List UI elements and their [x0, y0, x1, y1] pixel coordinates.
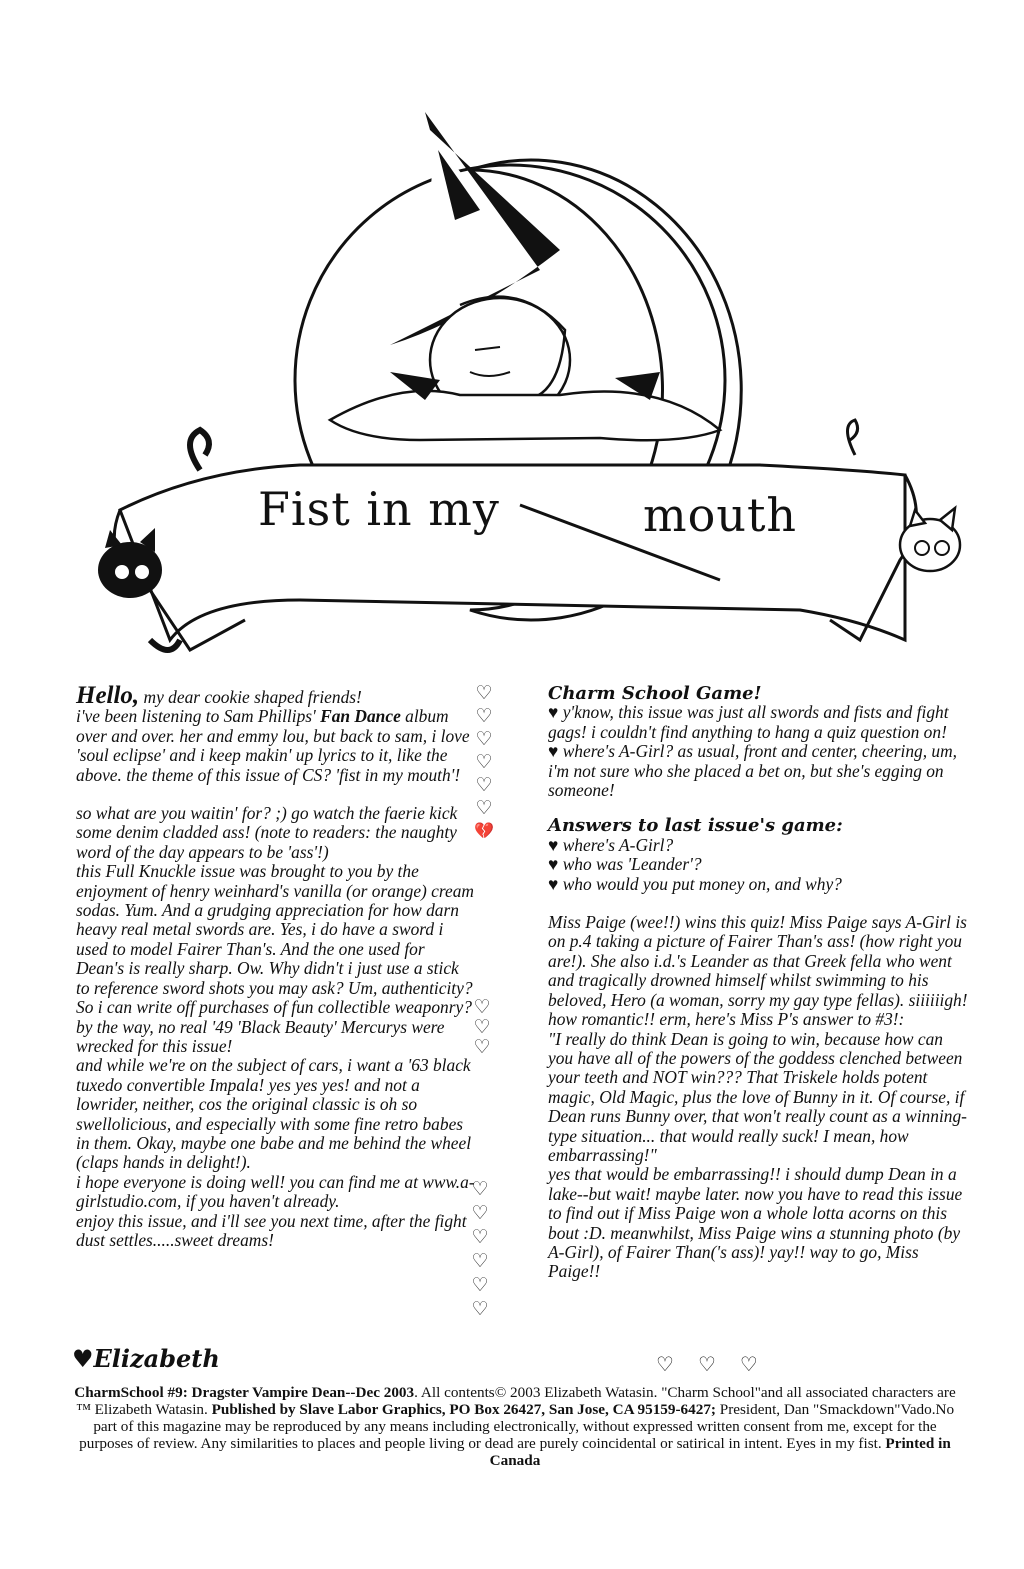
- heart-icon: ♡: [471, 1203, 489, 1224]
- paragraph-5: and while we're on the subject of cars, i want a '63 black tuxedo convertible Impala! yes yes yes! and not a lowrider, neither, cos the original classic is oh so swellolicious, and especially with some fine retro babes in them. Okay, maybe one babe and me behind the wheel (claps hands in delight!).: [76, 1055, 472, 1173]
- banner-title-left: Fist in my: [258, 482, 500, 536]
- greeting: [76, 682, 476, 709]
- letter-right-column: [548, 684, 968, 1282]
- heart-icon: ♡: [656, 1354, 698, 1376]
- heart-icon: ♡: [697, 1354, 740, 1376]
- hearts-group-1: [470, 684, 498, 842]
- closing-paragraph: yes that would be embarrassing!! i should dump Dean in a lake--but wait! maybe later. now you have to read this issue to find out if Miss Paige won a whole lotta acorns on this bout :D. meanwhilst, Miss Paige wins a stunning photo (by A-Girl), of Fairer Than('s ass)! yay!! way to go, Miss Paige!!: [548, 1164, 963, 1282]
- left-cat-tail: [190, 430, 209, 470]
- answer-item: ♥ where's A-Girl?: [548, 834, 674, 855]
- game-item: ♥ y'know, this issue was just all swords and fists and fight gags! i couldn't find anything to hang a quiz question on!: [548, 702, 949, 742]
- hearts-group-3: [466, 1180, 494, 1320]
- witch-banner-illustration: [0, 0, 1024, 680]
- heart-icon: ♡: [473, 1017, 491, 1038]
- credits-footer: CharmSchool #9: Dragster Vampire Dean--Dec 2003. All contents© 2003 Elizabeth Watasin. "Charm School"and all associated characters are ™ Elizabeth Watasin. Published by Slave Labor Graphics, PO Box 26427, San Jose, CA 95159-6427; President, Dan "Smackdown"Vado.No part of this magazine may be reproduced by any means including electronically, without expressed written consent from me, except for the purposes of review. Any similarities to places and people living or dead are purely coincidental or satirical in intent. Eyes in my fist. Printed in Canada: [74, 1384, 956, 1469]
- answer-item: ♥ who would you put money on, and why?: [548, 873, 842, 894]
- bottom-hearts: [656, 1352, 782, 1377]
- greeting-text: my dear cookie shaped friends!: [143, 687, 362, 707]
- banner-title-right: mouth: [643, 488, 798, 542]
- heart-icon: ♡: [475, 683, 493, 704]
- paragraph-6: i hope everyone is doing well! you can find me at www.a-girlstudio.com, if you haven't already.: [76, 1171, 475, 1212]
- heart-icon: ♡: [471, 1179, 489, 1200]
- heart-icon: ♡: [473, 997, 491, 1018]
- heart-icon: ♡: [475, 729, 493, 750]
- heart-icon: ♡: [475, 706, 493, 727]
- paragraph-2: so what are you waitin' for? ;) go watch the faerie kick some denim cladded ass! (note to readers: the naughty word of the day appears to be 'ass'!): [76, 803, 458, 862]
- paragraph-intro: i've been listening to Sam Phillips' Fan Dance album over and over. her and emmy lou, but back to sam, i love 'soul eclipse' and i keep makin' up lyrics to it, like the above. the theme of this issue of CS? 'fist in my mouth'!: [76, 706, 470, 785]
- heart-icon: ♡: [471, 1227, 489, 1248]
- witch-arms: [330, 391, 720, 440]
- heart-icon: ♡: [471, 1275, 489, 1296]
- album-title: Fan Dance: [320, 706, 401, 727]
- quote-paragraph: "I really do think Dean is going to win, because how can you have all of the powers of the goddess clenched between your teeth and NOT win??? That Triskele holds potent magic, Old Magic, plus the love of Bunny in it. Of course, if Dean runs Bunny over, that won't really count as a winning-type situation... that would really suck! I mean, how embarrassing!": [548, 1028, 967, 1165]
- heart-icon: ♡: [475, 775, 493, 796]
- heart-icon: ♡: [471, 1299, 489, 1320]
- paragraph-4: by the way, no real '49 'Black Beauty' Mercurys were wrecked for this issue!: [76, 1016, 445, 1056]
- paragraph-3: this Full Knuckle issue was brought to you by the enjoyment of henry weinhard's vanilla (or orange) cream sodas. Yum. And a grudging appreciation for how darn heavy real metal swords are. Yes, i do have a sword i used to model Fairer Than's. And the one used for Dean's is really sharp. Ow. Why didn't i just use a stick to reference sword shots you may ask? Um, authenticity? So i can write off purchases of fun collectible weaponry?: [76, 861, 474, 1018]
- heart-icon: ♡: [475, 798, 493, 819]
- heart-icon: ♡: [475, 752, 493, 773]
- paragraph-7: enjoy this issue, and i'll see you next time, after the fight dust settles.....sweet dreams!: [76, 1210, 467, 1250]
- signature: ♥Elizabeth: [72, 1344, 220, 1373]
- right-cat-tail: [848, 420, 858, 455]
- printed-in: Printed in Canada: [489, 1435, 951, 1469]
- answers-title: Answers to last issue's game:: [548, 815, 843, 837]
- right-cat: [900, 508, 960, 571]
- answer-item: ♥ who was 'Leander'?: [548, 854, 702, 875]
- hello-word: Hello,: [76, 682, 140, 709]
- broken-heart-icon: 💔: [474, 823, 494, 840]
- publisher-info: Published by Slave Labor Graphics, PO Box 26427, San Jose, CA 95159-6427;: [211, 1401, 716, 1418]
- letter-left-column: [76, 682, 476, 1250]
- game-item: ♥ where's A-Girl? as usual, front and center, cheering, um, i'm not sure who she placed a bet on, but she's egging on someone!: [548, 741, 958, 801]
- game-title: Charm School Game!: [548, 683, 762, 704]
- heart-icon: ♡: [739, 1354, 782, 1376]
- issue-title: CharmSchool #9: Dragster Vampire Dean--Dec 2003: [74, 1384, 415, 1401]
- answers-paragraph: Miss Paige (wee!!) wins this quiz! Miss Paige says A-Girl is on p.4 taking a picture of Fairer Than's ass! (how right you are!). She also i.d.'s Leander as that Greek fella who went and tragically drowned himself whilst swimming to his beloved, Hero (a woman, sorry my gay type fellas). siiiiiigh! how romantic!! erm, here's Miss P's answer to #3!:: [548, 912, 968, 1030]
- heart-icon: ♡: [473, 1037, 491, 1058]
- heart-icon: ♡: [471, 1251, 489, 1272]
- hearts-group-2: [468, 998, 496, 1058]
